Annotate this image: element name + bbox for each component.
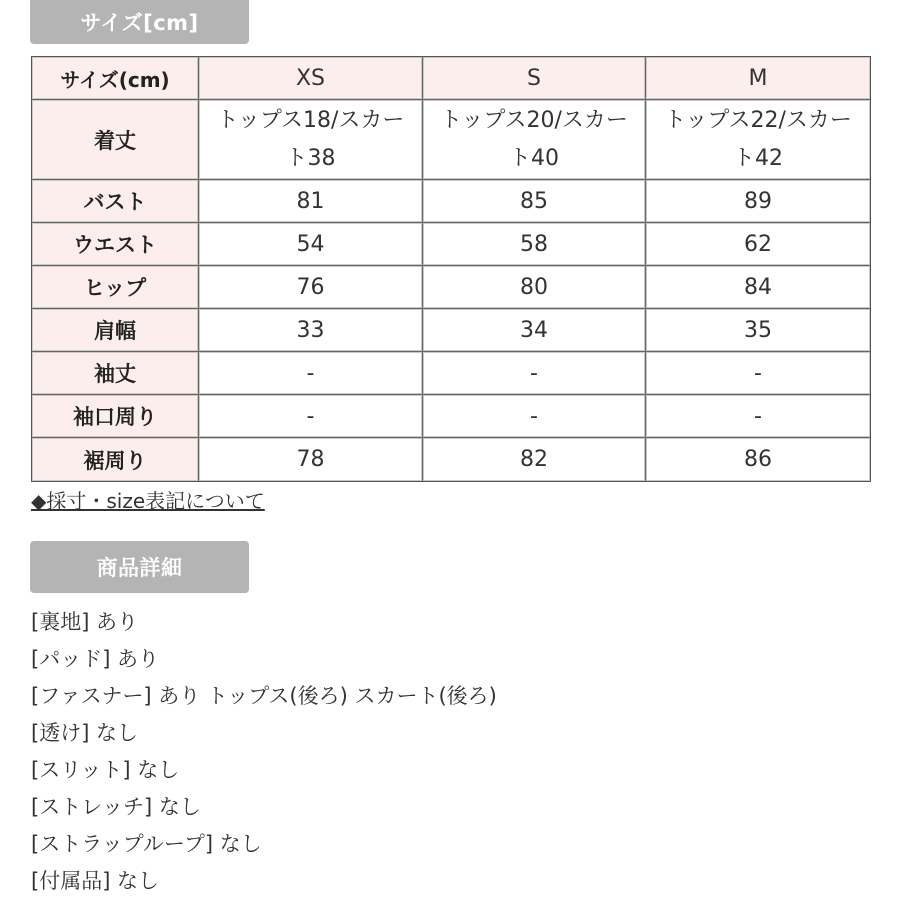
cell-line: ト40 — [509, 145, 559, 171]
row-label: 裾周り — [32, 438, 199, 481]
table-header-row — [32, 57, 870, 100]
table-cell: 82 — [423, 438, 646, 481]
table-cell: - — [199, 352, 423, 395]
cell-line: ト38 — [285, 145, 336, 171]
detail-item: [裏地] あり — [31, 610, 139, 634]
header-cell-size-label: サイズ(cm) — [32, 57, 199, 100]
table-cell: 89 — [646, 180, 870, 223]
table-row — [32, 266, 870, 309]
product-details-tab: 商品詳細 — [30, 541, 249, 593]
table-cell: 34 — [423, 309, 646, 352]
row-label: 着丈 — [32, 100, 199, 180]
table-row — [32, 180, 870, 223]
cell-line: トップス20/スカー — [440, 107, 628, 133]
table-cell: 35 — [646, 309, 870, 352]
table-cell: 85 — [423, 180, 646, 223]
table-cell: 54 — [199, 223, 423, 266]
table-cell: - — [199, 395, 423, 438]
table-cell: 76 — [199, 266, 423, 309]
table-cell: 78 — [199, 438, 423, 481]
table-cell: 80 — [423, 266, 646, 309]
row-label: 袖丈 — [32, 352, 199, 395]
detail-item: [付属品] なし — [31, 869, 160, 893]
table-row — [32, 309, 870, 352]
table-cell: 58 — [423, 223, 646, 266]
row-label: バスト — [32, 180, 199, 223]
row-label: ヒップ — [32, 266, 199, 309]
table-cell: 62 — [646, 223, 870, 266]
header-cell-s: S — [423, 57, 646, 100]
table-cell — [199, 100, 423, 180]
table-cell: - — [423, 352, 646, 395]
detail-item: [ストラップループ] なし — [31, 832, 262, 856]
cell-line: トップス18/スカー — [216, 107, 405, 133]
header-cell-xs: XS — [199, 57, 423, 100]
measurement-note-link[interactable]: ◆採寸・size表記について — [31, 489, 265, 513]
detail-item: [透け] なし — [31, 721, 139, 745]
cell-line: トップス22/スカー — [664, 107, 852, 133]
table-row — [32, 395, 870, 438]
table-row — [32, 438, 870, 481]
size-section-tab: サイズ[cm] — [30, 0, 249, 44]
table-cell: 33 — [199, 309, 423, 352]
table-row-length — [32, 100, 870, 180]
product-details-list — [31, 604, 497, 900]
table-row — [32, 223, 870, 266]
row-label: ウエスト — [32, 223, 199, 266]
table-cell: 81 — [199, 180, 423, 223]
detail-item: [パッド] あり — [31, 647, 160, 671]
row-label: 肩幅 — [32, 309, 199, 352]
cell-line: ト42 — [733, 145, 783, 171]
detail-item: [ストレッチ] なし — [31, 795, 201, 819]
table-cell: - — [423, 395, 646, 438]
table-cell: 86 — [646, 438, 870, 481]
table-cell: - — [646, 395, 870, 438]
detail-item: [ファスナー] あり トップス(後ろ) スカート(後ろ) — [31, 684, 497, 708]
table-cell — [646, 100, 870, 180]
table-cell — [423, 100, 646, 180]
table-cell: 84 — [646, 266, 870, 309]
header-cell-m: M — [646, 57, 870, 100]
row-label: 袖口周り — [32, 395, 199, 438]
table-row — [32, 352, 870, 395]
detail-item: [スリット] なし — [31, 758, 180, 782]
table-cell: - — [646, 352, 870, 395]
size-table — [31, 56, 871, 482]
